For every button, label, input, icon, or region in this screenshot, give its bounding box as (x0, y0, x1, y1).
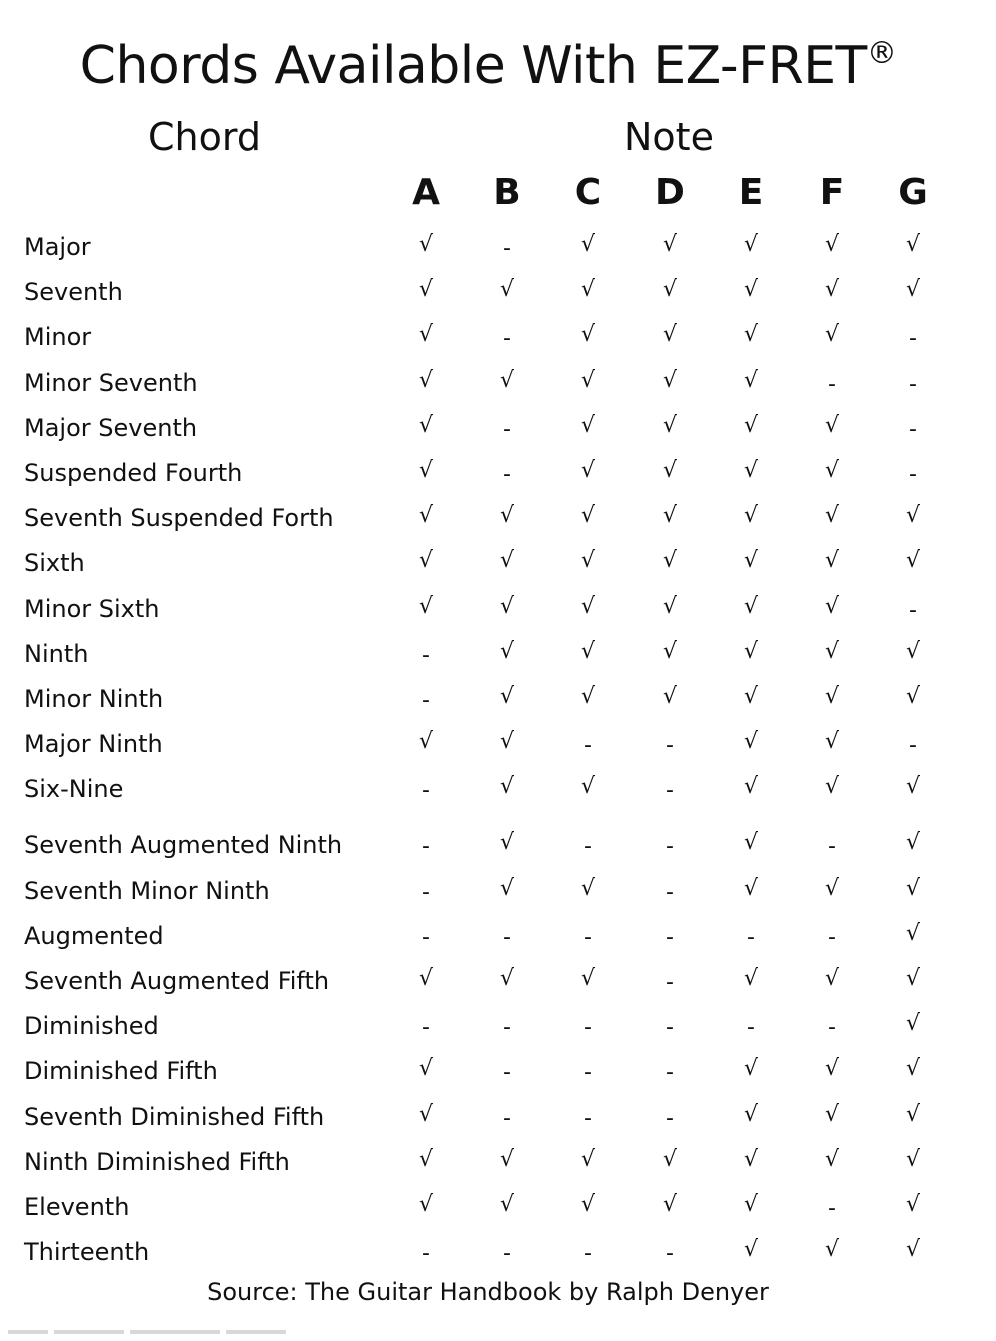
dash-mark: - (666, 879, 674, 905)
note-letter-header-row (0, 170, 996, 216)
check-mark: √ (824, 774, 840, 800)
dash-mark: - (584, 1015, 592, 1041)
check-mark: √ (499, 548, 515, 574)
check-mark: √ (580, 593, 596, 619)
check-mark: √ (743, 232, 759, 257)
check-mark: √ (743, 875, 759, 901)
check-mark: √ (824, 412, 840, 438)
check-mark: √ (824, 503, 840, 529)
table-row (0, 676, 996, 721)
check-mark: √ (418, 1191, 434, 1217)
check-mark: √ (418, 548, 434, 574)
check-mark: √ (824, 683, 840, 709)
check-mark: √ (662, 503, 678, 529)
check-mark: √ (743, 830, 759, 856)
check-mark: √ (905, 232, 921, 257)
note-header-f: F (819, 172, 845, 213)
table-row (0, 1094, 996, 1139)
check-mark: √ (418, 457, 434, 483)
check-mark: √ (580, 683, 596, 709)
chord-name: Minor Seventh (24, 368, 198, 397)
dash-mark: - (828, 1015, 836, 1041)
dash-mark: - (422, 924, 430, 950)
check-mark: √ (824, 322, 840, 348)
check-mark: √ (743, 277, 759, 303)
dash-mark: - (666, 970, 674, 995)
table-row (0, 269, 996, 314)
check-mark: √ (418, 503, 434, 529)
check-mark: √ (824, 966, 840, 991)
check-mark: √ (499, 593, 515, 619)
table-row (0, 405, 996, 450)
table-row (0, 721, 996, 766)
check-mark: √ (743, 966, 759, 991)
dash-mark: - (666, 1105, 674, 1131)
check-mark: √ (824, 1237, 840, 1263)
check-mark: √ (743, 503, 759, 529)
check-mark: √ (743, 548, 759, 574)
dash-mark: - (503, 461, 511, 487)
check-mark: √ (662, 457, 678, 483)
table-row (0, 766, 996, 811)
check-mark: √ (824, 548, 840, 574)
registered-mark: ® (866, 36, 897, 71)
note-header-g: G (898, 172, 928, 213)
dash-mark: - (666, 1060, 674, 1086)
check-mark: √ (499, 830, 515, 856)
chord-name: Seventh Suspended Forth (24, 504, 334, 533)
check-mark: √ (580, 1146, 596, 1172)
check-mark: √ (662, 1146, 678, 1172)
dash-mark: - (666, 1241, 674, 1267)
chord-name: Eleventh (24, 1192, 130, 1221)
chord-name: Six-Nine (24, 775, 124, 804)
dash-mark: - (747, 924, 755, 950)
check-mark: √ (662, 367, 678, 393)
note-header-b: B (493, 172, 521, 213)
check-mark: √ (662, 593, 678, 619)
dash-mark: - (666, 778, 674, 804)
check-mark: √ (743, 322, 759, 348)
chord-name: Seventh Augmented Fifth (24, 967, 330, 995)
chord-name: Minor Sixth (24, 594, 160, 623)
check-mark: √ (905, 1146, 921, 1172)
check-mark: √ (905, 774, 921, 800)
check-mark: √ (580, 774, 596, 800)
dash-mark: - (503, 1060, 511, 1086)
check-mark: √ (824, 457, 840, 483)
check-mark: √ (418, 232, 434, 257)
table-row (0, 913, 996, 958)
check-mark: √ (662, 1191, 678, 1217)
note-header-e: E (738, 172, 764, 213)
check-mark: √ (905, 1011, 921, 1037)
check-mark: √ (580, 322, 596, 348)
chord-name: Thirteenth (24, 1238, 150, 1267)
check-mark: √ (743, 1146, 759, 1172)
check-mark: √ (662, 232, 678, 257)
check-mark: √ (824, 277, 840, 303)
dash-mark: - (666, 834, 674, 860)
table-row (0, 1184, 996, 1229)
chord-column-header: Chord (148, 115, 261, 159)
dash-mark: - (503, 326, 511, 352)
check-mark: √ (824, 1146, 840, 1172)
dash-mark: - (828, 924, 836, 950)
dash-mark: - (909, 371, 917, 397)
chord-name: Seventh Diminished Fifth (24, 1102, 325, 1131)
check-mark: √ (662, 412, 678, 438)
check-mark: √ (905, 875, 921, 901)
chord-name: Seventh Minor Ninth (24, 876, 270, 905)
page-title (0, 34, 976, 98)
check-mark: √ (418, 729, 434, 755)
dash-mark: - (666, 733, 674, 759)
dash-mark: - (747, 1015, 755, 1041)
chord-name: Minor (24, 323, 92, 352)
check-mark: √ (905, 1056, 921, 1082)
table-row (0, 540, 996, 585)
check-mark: √ (418, 412, 434, 438)
check-mark: √ (743, 367, 759, 393)
footnote-smudge (54, 1330, 124, 1334)
chord-name: Diminished Fifth (24, 1057, 218, 1086)
table-row (0, 314, 996, 359)
check-mark: √ (580, 966, 596, 991)
chord-name: Seventh (24, 278, 123, 307)
chord-name: Minor Ninth (24, 684, 164, 713)
dash-mark: - (422, 1241, 430, 1267)
table-row (0, 822, 996, 867)
dash-mark: - (584, 1060, 592, 1086)
chord-name: Ninth (24, 639, 89, 668)
check-mark: √ (824, 232, 840, 257)
table-row (0, 1229, 996, 1274)
check-mark: √ (580, 875, 596, 901)
dash-mark: - (503, 924, 511, 950)
check-mark: √ (824, 1056, 840, 1082)
dash-mark: - (503, 236, 511, 261)
check-mark: √ (580, 412, 596, 438)
dash-mark: - (422, 834, 430, 860)
check-mark: √ (580, 638, 596, 664)
dash-mark: - (584, 834, 592, 860)
table-row (0, 450, 996, 495)
table-row (0, 495, 996, 540)
check-mark: √ (499, 367, 515, 393)
check-mark: √ (499, 729, 515, 755)
check-mark: √ (499, 638, 515, 664)
check-mark: √ (418, 1146, 434, 1172)
check-mark: √ (499, 875, 515, 901)
check-mark: √ (418, 1056, 434, 1082)
check-mark: √ (418, 277, 434, 303)
check-mark: √ (905, 503, 921, 529)
note-header-a: A (412, 172, 440, 213)
check-mark: √ (580, 367, 596, 393)
check-mark: √ (743, 1191, 759, 1217)
chord-table (0, 224, 996, 1274)
check-mark: √ (905, 548, 921, 574)
dash-mark: - (909, 733, 917, 759)
check-mark: √ (743, 1101, 759, 1127)
check-mark: √ (824, 593, 840, 619)
dash-mark: - (584, 1105, 592, 1131)
title-text: Chords Available With EZ-FRET (79, 36, 867, 96)
chord-name: Ninth Diminished Fifth (24, 1147, 290, 1176)
check-mark: √ (662, 277, 678, 303)
check-mark: √ (905, 1237, 921, 1263)
dash-mark: - (584, 1241, 592, 1267)
check-mark: √ (743, 683, 759, 709)
table-row (0, 868, 996, 913)
note-header-d: D (655, 172, 685, 213)
source-citation: Source: The Guitar Handbook by Ralph Denyer (207, 1278, 769, 1306)
check-mark: √ (499, 774, 515, 800)
check-mark: √ (580, 1191, 596, 1217)
dash-mark: - (422, 1015, 430, 1041)
note-column-header: Note (624, 115, 714, 159)
chord-name: Diminished (24, 1012, 159, 1041)
check-mark: √ (499, 503, 515, 529)
check-mark: √ (743, 638, 759, 664)
check-mark: √ (499, 1146, 515, 1172)
check-mark: √ (580, 232, 596, 257)
chord-name: Augmented (24, 921, 164, 950)
dash-mark: - (666, 1015, 674, 1041)
dash-mark: - (828, 1195, 836, 1221)
dash-mark: - (584, 733, 592, 759)
table-row (0, 631, 996, 676)
chord-name: Major (24, 233, 91, 261)
check-mark: √ (743, 457, 759, 483)
footnote-smudge (226, 1330, 286, 1334)
check-mark: √ (905, 1191, 921, 1217)
dash-mark: - (584, 924, 592, 950)
table-row (0, 1048, 996, 1093)
table-row (0, 1139, 996, 1184)
table-row (0, 1003, 996, 1048)
check-mark: √ (905, 683, 921, 709)
dash-mark: - (909, 326, 917, 352)
dash-mark: - (909, 597, 917, 623)
check-mark: √ (499, 966, 515, 991)
check-mark: √ (905, 920, 921, 946)
chord-name: Sixth (24, 549, 85, 578)
dash-mark: - (828, 834, 836, 860)
check-mark: √ (905, 966, 921, 991)
table-row (0, 224, 996, 269)
check-mark: √ (418, 367, 434, 393)
check-mark: √ (743, 412, 759, 438)
footnote-smudge (8, 1330, 48, 1334)
note-header-c: C (574, 172, 602, 213)
dash-mark: - (503, 1015, 511, 1041)
check-mark: √ (905, 1101, 921, 1127)
dash-mark: - (422, 778, 430, 804)
check-mark: √ (499, 683, 515, 709)
chord-name: Major Ninth (24, 730, 163, 759)
check-mark: √ (580, 277, 596, 303)
dash-mark: - (666, 924, 674, 950)
chord-name: Suspended Fourth (24, 458, 243, 487)
table-row (0, 360, 996, 405)
check-mark: √ (499, 277, 515, 303)
check-mark: √ (743, 774, 759, 800)
check-mark: √ (824, 729, 840, 755)
check-mark: √ (418, 1101, 434, 1127)
check-mark: √ (499, 1191, 515, 1217)
dash-mark: - (422, 879, 430, 905)
chord-name: Seventh Augmented Ninth (24, 831, 343, 860)
dash-mark: - (422, 642, 430, 668)
check-mark: √ (418, 593, 434, 619)
table-row (0, 586, 996, 631)
check-mark: √ (580, 503, 596, 529)
dash-mark: - (503, 1105, 511, 1131)
check-mark: √ (418, 322, 434, 348)
faint-footnote-text (8, 1330, 328, 1336)
dash-mark: - (422, 687, 430, 713)
check-mark: √ (580, 548, 596, 574)
chord-name: Major Seventh (24, 413, 198, 442)
check-mark: √ (824, 638, 840, 664)
check-mark: √ (743, 593, 759, 619)
check-mark: √ (824, 1101, 840, 1127)
check-mark: √ (905, 638, 921, 664)
check-mark: √ (743, 1237, 759, 1263)
dash-mark: - (909, 461, 917, 487)
check-mark: √ (580, 457, 596, 483)
check-mark: √ (905, 830, 921, 856)
dash-mark: - (828, 371, 836, 397)
check-mark: √ (905, 277, 921, 303)
check-mark: √ (662, 322, 678, 348)
dash-mark: - (503, 416, 511, 442)
table-row (0, 958, 996, 1003)
dash-mark: - (909, 416, 917, 442)
check-mark: √ (418, 966, 434, 991)
check-mark: √ (662, 683, 678, 709)
check-mark: √ (824, 875, 840, 901)
check-mark: √ (662, 548, 678, 574)
check-mark: √ (662, 638, 678, 664)
dash-mark: - (503, 1241, 511, 1267)
check-mark: √ (743, 1056, 759, 1082)
check-mark: √ (743, 729, 759, 755)
footnote-smudge (130, 1330, 220, 1334)
